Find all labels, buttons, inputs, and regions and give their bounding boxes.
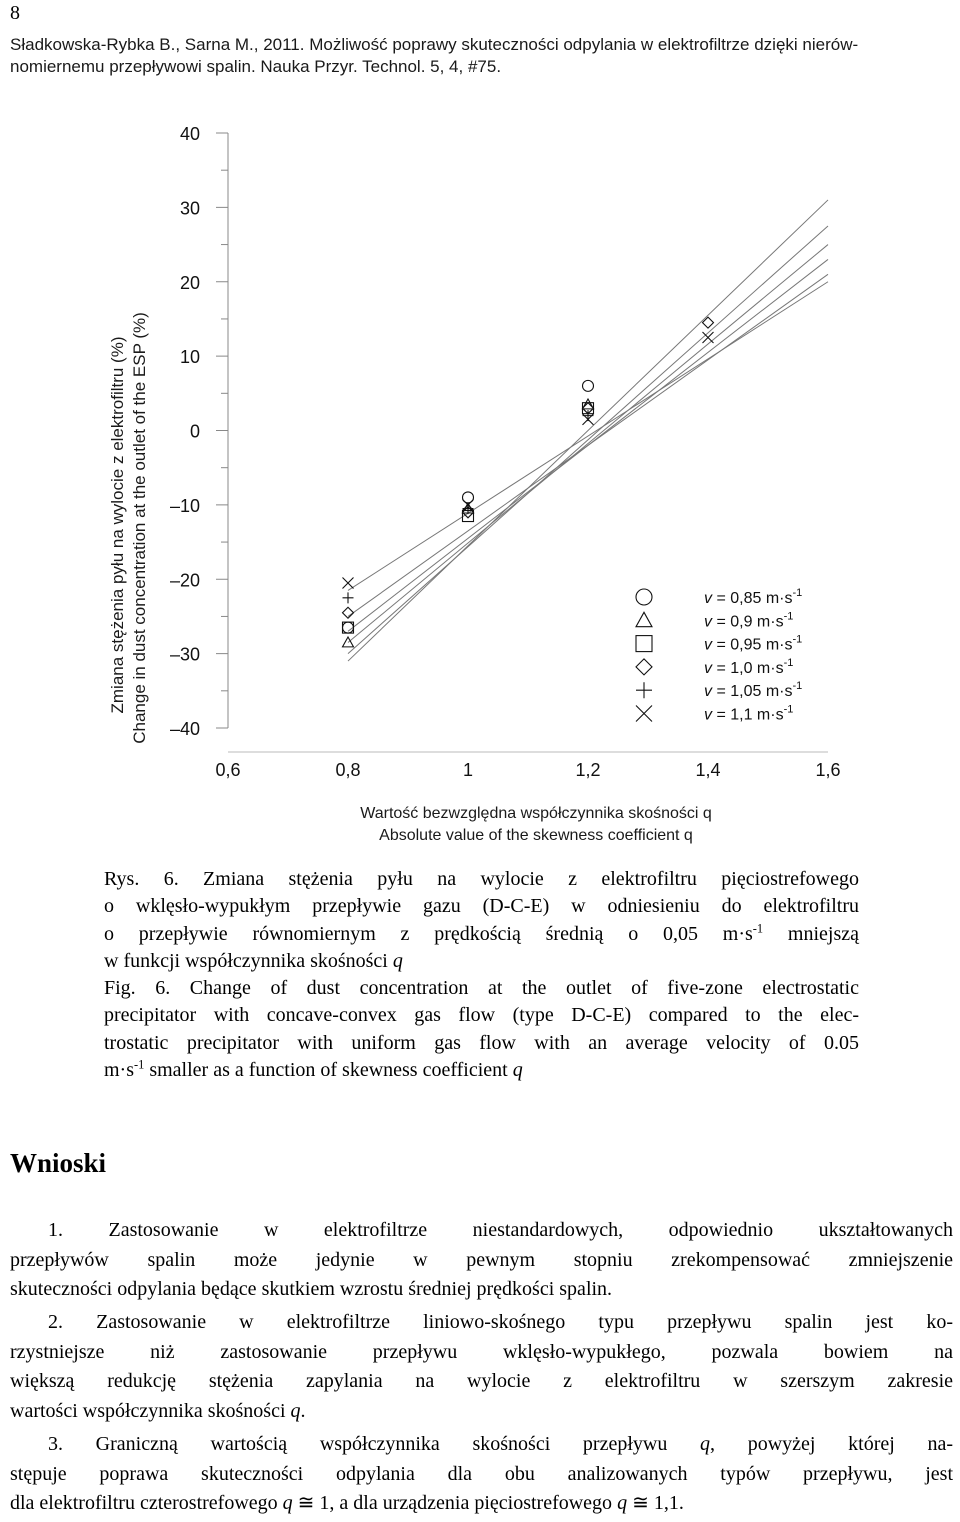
x-tick-label: 0,6	[215, 760, 241, 780]
y-tick-label: 0	[189, 421, 200, 442]
legend-label: v = 0,9 $m\cdot s^{-1}$	[704, 610, 794, 631]
y-tick-label: 20	[179, 272, 200, 293]
caption-pl-line: w funkcji współczynnika skośności q	[104, 950, 403, 973]
x-tick-label: 0,8	[335, 760, 361, 780]
caption-en-line: precipitator with concave-convex gas flow (type D-C-E) compared to the elec-	[104, 1004, 859, 1027]
conclusion-2	[10, 1308, 953, 1427]
legend-label: v = 1,05 $m\cdot s^{-1}$	[704, 680, 803, 701]
y-tick-label: 40	[179, 124, 200, 144]
page-number: 8	[10, 2, 20, 24]
data-point-circle	[583, 380, 594, 391]
caption-english	[104, 975, 859, 1085]
x-axis-title-pl: Wartość bezwzględna współczynnika skośności q	[360, 805, 712, 822]
tick-labels	[170, 124, 841, 780]
legend-label: v = 1,1 $m\cdot s^{-1}$	[704, 703, 794, 724]
y-tick-label: –10	[169, 495, 200, 516]
section-heading: Wnioski	[10, 1148, 107, 1178]
legend-cross-marker	[636, 706, 652, 722]
data-point-cross	[343, 577, 354, 588]
conclusion-line: 1. Zastosowanie w elektrofiltrze niestandardowych, odpowiednio ukształtowanych	[48, 1219, 953, 1241]
legend-triangle-marker	[636, 612, 652, 626]
caption-pl-line: o przepływie równomiernym z prędkością średnią o 0,05 $m\cdot s^{-1}$ mniejszą	[104, 921, 859, 945]
caption-pl-line: Rys. 6. Zmiana stężenia pyłu na wylocie z elektrofiltru pięciostrefowego	[104, 868, 859, 890]
y-tick-label: 30	[179, 198, 200, 219]
fit-line-square	[348, 245, 828, 643]
figure-6-chart	[0, 100, 960, 870]
chart-legend	[636, 587, 802, 724]
x-tick-label: 1	[462, 760, 474, 780]
data-point-plus	[343, 592, 354, 603]
x-tick-label: 1,4	[695, 760, 721, 780]
legend-circle-marker	[636, 589, 652, 605]
caption-pl-line: o wklęsło-wypukłym przepływie gazu (D-C-E) w odniesieniu do elektrofiltru	[104, 895, 859, 918]
conclusion-line: stępuje poprawa skuteczności odpylania dla obu analizowanych typów przepływu, jest	[10, 1462, 953, 1485]
conclusion-line: dla elektrofiltru czterostrefowego q ≅ 1, a dla urządzenia pięciostrefowego q ≅ 1,1.	[10, 1492, 684, 1515]
data-point-circle	[343, 622, 354, 633]
y-tick-label: –30	[169, 644, 200, 665]
caption-polish	[104, 866, 859, 976]
legend-label: v = 0,95 $m\cdot s^{-1}$	[704, 633, 803, 654]
legend-square-marker	[636, 636, 652, 652]
x-tick-label: 1,2	[575, 760, 601, 780]
legend-diamond-marker	[636, 659, 652, 675]
citation-line-1: Sładkowska-Rybka B., Sarna M., 2011. Możliwość poprawy skuteczności odpylania w elektrofiltrze dzięki nierów-	[10, 35, 859, 54]
y-axis-title-pl: Zmiana stężenia pyłu na wylocie z elektrofiltru (%)	[108, 336, 127, 714]
legend-label: v = 1,0 $m\cdot s^{-1}$	[704, 656, 794, 677]
data-points	[343, 317, 714, 647]
conclusion-line: skuteczności odpylania będące skutkiem wzrostu średniej prędkości spalin.	[10, 1278, 613, 1301]
y-tick-label: 10	[179, 347, 200, 368]
citation	[10, 34, 945, 78]
y-tick-label: –40	[169, 719, 200, 739]
fit-line-cross	[348, 282, 828, 591]
data-point-cross	[703, 332, 714, 343]
legend-label: v = 0,85 $m\cdot s^{-1}$	[704, 587, 803, 607]
conclusion-line: 2. Zastosowanie w elektrofiltrze liniowo-skośnego typu przepływu spalin jest ko-	[48, 1311, 953, 1333]
legend-plus-marker	[636, 682, 652, 698]
chart-svg	[0, 100, 960, 870]
conclusion-1	[10, 1216, 953, 1305]
caption-en-line: trostatic precipitator with uniform gas flow with an average velocity of 0.05	[104, 1031, 859, 1054]
data-point-triangle	[583, 399, 594, 409]
caption-en-line: Fig. 6. Change of dust concentration at the outlet of five-zone electrostatic	[104, 977, 859, 999]
caption-en-line: $m\cdot s^{-1}$ smaller as a function of skewness coefficient q	[104, 1057, 523, 1082]
conclusion-line: przepływów spalin może jedynie w pewnym stopniu zrekompensować zmniejszenie	[10, 1248, 953, 1271]
conclusion-line: wartości współczynnika skośności q.	[10, 1400, 306, 1423]
conclusion-line: większą redukcję stężenia zapylania na wylocie z elektrofiltru w szerszym zakresie	[10, 1370, 953, 1393]
y-axis-title-en: Change in dust concentration at the outlet of the ESP (%)	[130, 312, 149, 744]
y-tick-label: –20	[169, 570, 200, 591]
conclusion-3	[10, 1430, 953, 1519]
fit-line-plus	[348, 274, 828, 616]
conclusion-line: 3. Graniczną wartością współczynnika skośności przepływu q, powyżej której na-	[48, 1433, 953, 1455]
citation-line-2: nomiernemu przepływowi spalin. Nauka Przyr. Technol. 5, 4, #75.	[10, 57, 502, 76]
x-axis-title-en: Absolute value of the skewness coefficient q	[379, 827, 693, 844]
x-tick-label: 1,6	[815, 760, 841, 780]
data-point-diamond	[343, 607, 354, 618]
conclusion-line: rzystniejsze niż zastosowanie przepływu wklęsło-wypukłego, pozwala bowiem na	[10, 1340, 953, 1363]
